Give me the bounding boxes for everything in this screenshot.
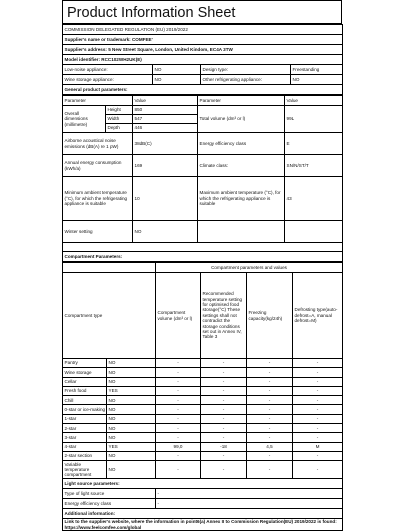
regulation-reference: COMMISSION DELEGATED REGULATION (EU) 2019/2022 <box>63 25 343 35</box>
param-header-2: Parameter <box>198 96 285 106</box>
compartment-defrost: - <box>293 451 343 460</box>
compartment-defrost: - <box>293 386 343 395</box>
airborne-noise-value: 38dB(C) <box>133 133 198 155</box>
compartment-temp: - <box>201 359 247 368</box>
min-temp-value: 10 <box>133 177 198 221</box>
additional-info-heading: Additional information: <box>63 509 343 519</box>
depth-value: 446 <box>133 124 198 133</box>
compartment-type: Variable temperature compartment <box>63 461 107 479</box>
compartment-type: 2-star <box>63 424 107 433</box>
compartment-present: YES <box>107 386 156 395</box>
compartment-volume: - <box>156 359 201 368</box>
supplier-address: Supplier's address: 5 New Street Square, London, United Kindom, EC4A 3TW <box>63 45 343 55</box>
compartment-freezing: 4,5 <box>247 442 293 451</box>
value-header: Value <box>133 96 198 106</box>
compartment-freezing: - <box>247 405 293 414</box>
total-volume-value: 99L <box>285 106 343 133</box>
winter-setting-label: Winter setting <box>63 221 133 243</box>
compartment-defrost: - <box>293 433 343 442</box>
compartment-rows <box>63 359 343 479</box>
compartment-volume: - <box>156 424 201 433</box>
climate-class-label: Climate class: <box>198 155 285 177</box>
compartment-present: NO <box>107 368 156 377</box>
compartment-present: YES <box>107 442 156 451</box>
wine-storage-label: Wine storage appliance: <box>63 75 153 85</box>
compartment-type: 1-star <box>63 414 107 423</box>
light-source-type-value: - <box>156 489 343 499</box>
compartment-present: NO <box>107 396 156 405</box>
page-title: Product Information Sheet <box>62 0 342 24</box>
param-header: Parameter <box>63 96 133 106</box>
compartment-temp: - <box>201 396 247 405</box>
product-information-sheet <box>62 0 342 531</box>
airborne-noise-label: Airborne acoustical noise emissions (dB(A) re 1 pW) <box>63 133 133 155</box>
compartment-volume: 99,0 <box>156 442 201 451</box>
compartment-temp: -18 <box>201 442 247 451</box>
compartment-type: Pantry <box>63 359 107 368</box>
compartment-defrost: - <box>293 396 343 405</box>
design-type-label: Design type: <box>201 65 291 75</box>
annual-energy-value: 169 <box>133 155 198 177</box>
compartment-volume: - <box>156 377 201 386</box>
compartment-row <box>63 424 343 433</box>
compartment-row <box>63 368 343 377</box>
height-label: Height <box>106 106 133 115</box>
compartment-defrost: - <box>293 424 343 433</box>
compartment-row <box>63 433 343 442</box>
compartment-type: 2-star section <box>63 451 107 460</box>
depth-label: Depth <box>106 124 133 133</box>
light-source-heading: Light source parameters: <box>63 479 343 489</box>
compartment-freezing: - <box>247 368 293 377</box>
compartment-type: Chill <box>63 396 107 405</box>
compartment-temp: - <box>201 451 247 460</box>
compartment-volume: - <box>156 461 201 479</box>
compartment-type: Wine storage <box>63 368 107 377</box>
compartment-defrost: - <box>293 368 343 377</box>
compartment-row <box>63 414 343 423</box>
compartment-type: Fresh food <box>63 386 107 395</box>
compartment-temp: - <box>201 377 247 386</box>
max-temp-label: Maximum ambient temperature (°C), for which the refrigerating appliance is suitable <box>198 177 285 221</box>
compartment-type: 3-star <box>63 433 107 442</box>
compartment-temp: - <box>201 461 247 479</box>
compartment-freezing: - <box>247 461 293 479</box>
winter-setting-value: NO <box>133 221 198 243</box>
freezing-header: Freezing capacity(kg/24h) <box>247 273 293 359</box>
climate-class-value: SN/N/ST/T <box>285 155 343 177</box>
total-volume-label: Total volume (dm³ or l) <box>198 106 285 133</box>
compartment-params-heading: Compartment Parameters: <box>63 252 343 262</box>
overall-dimensions-label: Overall dimensions (millimetre) <box>63 106 106 133</box>
compartment-freezing: - <box>247 424 293 433</box>
compartment-freezing: - <box>247 396 293 405</box>
compartment-defrost: - <box>293 414 343 423</box>
compartment-row <box>63 405 343 414</box>
compartment-type-header: Compartment type <box>63 273 156 359</box>
compartment-type: 4-star <box>63 442 107 451</box>
compartment-type: 0-star or ice-making <box>63 405 107 414</box>
compartment-volume: - <box>156 451 201 460</box>
compartment-defrost: - <box>293 405 343 414</box>
compartment-row <box>63 442 343 451</box>
header-info-table <box>62 24 343 95</box>
other-refrigerating-value: NO <box>291 75 343 85</box>
compartment-volume: - <box>156 396 201 405</box>
temp-header: Recommended temperature setting for optimised food storage(°C) These settings shall not contradict the storage conditions set out in Annex IV, Table 3 <box>201 273 247 359</box>
compartment-volume: - <box>156 405 201 414</box>
compartment-volume: - <box>156 386 201 395</box>
compartment-freezing: - <box>247 433 293 442</box>
low-noise-value: NO <box>153 65 201 75</box>
design-type-value: Freestanding <box>291 65 343 75</box>
supplier-name: Supplier's name or trademark: COMFEE' <box>63 35 343 45</box>
defrost-header: Defrosting type(auto-defrost=A, manual defrost=M) <box>293 273 343 359</box>
compartment-freezing: - <box>247 451 293 460</box>
compartment-present: NO <box>107 377 156 386</box>
volume-header: Compartment volume (dm³ or l) <box>156 273 201 359</box>
compartment-temp: - <box>201 424 247 433</box>
compartment-group-header: Compartment parameters and values <box>156 263 343 273</box>
light-source-type-label: Type of light source <box>63 489 156 499</box>
light-energy-class-value: - <box>156 499 343 509</box>
compartment-row <box>63 451 343 460</box>
min-temp-label: Minimum ambient temperature (°C), for which the refrigerating appliance is suitable <box>63 177 133 221</box>
compartment-freezing: - <box>247 386 293 395</box>
compartment-present: NO <box>107 414 156 423</box>
compartment-table <box>62 262 343 531</box>
width-value: 547 <box>133 115 198 124</box>
compartment-volume: - <box>156 414 201 423</box>
value-header-2: Value <box>285 96 343 106</box>
compartment-row <box>63 377 343 386</box>
compartment-temp: - <box>201 405 247 414</box>
compartment-freezing: - <box>247 359 293 368</box>
general-params-heading: General product parameters: <box>63 85 343 95</box>
compartment-defrost: M <box>293 442 343 451</box>
light-energy-class-label: Energy efficiency class <box>63 499 156 509</box>
max-temp-value: 43 <box>285 177 343 221</box>
compartment-temp: - <box>201 368 247 377</box>
compartment-present: NO <box>107 433 156 442</box>
general-params-table <box>62 95 343 262</box>
compartment-row <box>63 386 343 395</box>
height-value: 850 <box>133 106 198 115</box>
compartment-defrost: - <box>293 377 343 386</box>
compartment-volume: - <box>156 433 201 442</box>
width-label: Width <box>106 115 133 124</box>
compartment-row <box>63 359 343 368</box>
compartment-row <box>63 396 343 405</box>
additional-info-text: Link to the supplier's website, where the information in point6(a) Annex II to Commission Regulation(EU) 2019/2022 is found: https://www.feelcomfee.com/global <box>63 519 343 531</box>
compartment-defrost: - <box>293 461 343 479</box>
compartment-defrost: - <box>293 359 343 368</box>
other-refrigerating-label: Other refrigerating appliance: <box>201 75 291 85</box>
low-noise-label: Low-noise appliance: <box>63 65 153 75</box>
compartment-row <box>63 461 343 479</box>
compartment-present: NO <box>107 405 156 414</box>
compartment-present: NO <box>107 359 156 368</box>
compartment-type: Cellar <box>63 377 107 386</box>
compartment-temp: - <box>201 433 247 442</box>
wine-storage-value: NO <box>153 75 201 85</box>
compartment-temp: - <box>201 386 247 395</box>
compartment-present: NO <box>107 461 156 479</box>
compartment-present: NO <box>107 424 156 433</box>
compartment-present: NO <box>107 451 156 460</box>
energy-class-value: E <box>285 133 343 155</box>
compartment-temp: - <box>201 414 247 423</box>
compartment-freezing: - <box>247 377 293 386</box>
compartment-volume: - <box>156 368 201 377</box>
model-identifier: Model identifier: RCC102WH2UK(E) <box>63 55 343 65</box>
compartment-freezing: - <box>247 414 293 423</box>
energy-class-label: Energy efficiency class <box>198 133 285 155</box>
annual-energy-label: Annual energy consumption (kWh/a) <box>63 155 133 177</box>
